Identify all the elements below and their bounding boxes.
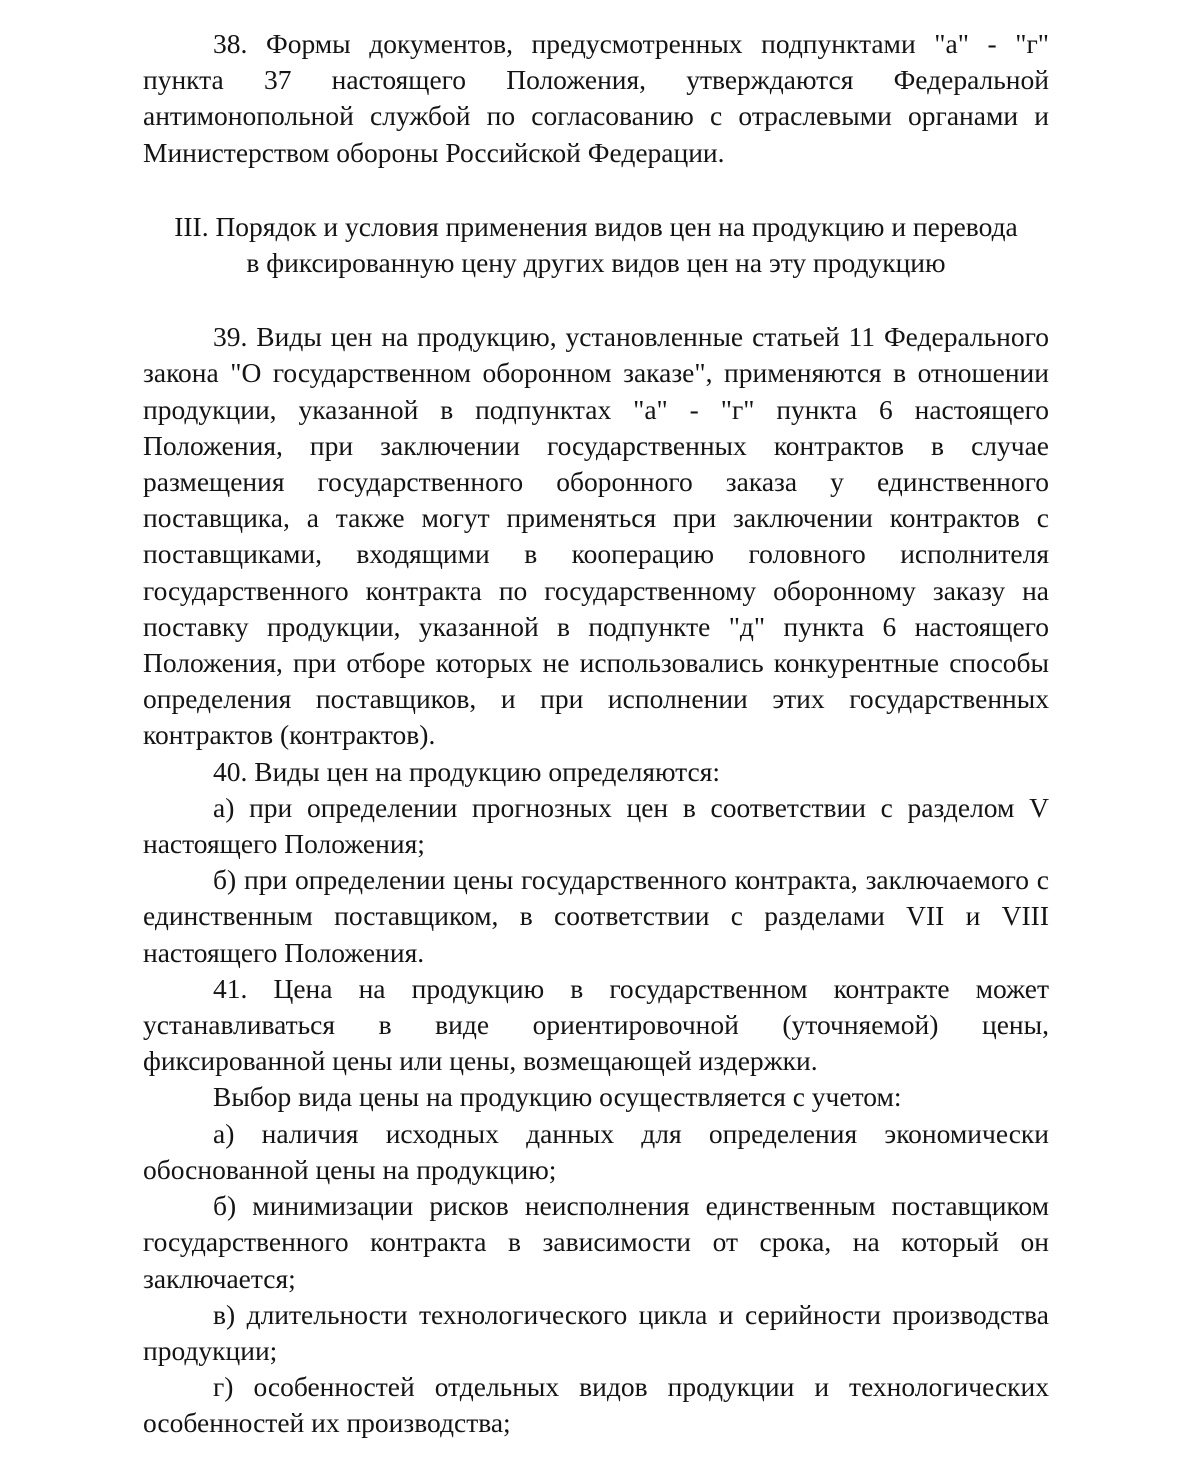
paragraph-41-d: г) особенностей отдельных видов продукции и технологических особенностей их производства; <box>143 1371 1049 1439</box>
section-heading-line-2: в фиксированную цену других видов цен на эту продукцию <box>246 247 946 279</box>
section-heading-line-1: III. Порядок и условия применения видов цен на продукцию и перевода <box>174 210 1018 242</box>
paragraph-41-c: в) длительности технологического цикла и серийности производства продукции; <box>143 1298 1049 1366</box>
paragraph-41-a: а) наличия исходных данных для определения экономически обоснованной цены на продукцию; <box>143 1117 1049 1185</box>
paragraph-39: 39. Виды цен на продукцию, установленные статьей 11 Федерального закона "О государственном оборонном заказе", применяются в отношении продукции, указанной в подпунктах "а" - "г" пункта 6 настоящего Положения, при заключении государственных контрактов в случае размещения государственного оборонного заказа у единственного поставщика, а также могут применяться при заключении контрактов с поставщиками, входящими в кооперацию головного исполнителя государственного контракта по государственному оборонному заказу на поставку продукции, указанной в подпункте "д" пункта 6 настоящего Положения, при отборе которых не использовались конкурентные способы определения поставщиков, и при исполнении этих государственных контрактов (контрактов). <box>143 321 1049 751</box>
paragraph-40: 40. Виды цен на продукцию определяются: <box>213 755 721 787</box>
paragraph-40-b: б) при определении цены государственного контракта, заключаемого с единственным поставщиком, в соответствии с разделами VII и VIII настоящего Положения. <box>143 864 1049 968</box>
document-body <box>143 26 1049 1442</box>
section-heading <box>143 209 1049 281</box>
paragraph-40-a: а) при определении прогнозных цен в соответствии с разделом V настоящего Положения; <box>143 791 1049 860</box>
paragraph-41-intro: Выбор вида цены на продукцию осуществляется с учетом: <box>213 1081 902 1113</box>
paragraph-41: 41. Цена на продукцию в государственном контракте может устанавливаться в виде ориентировочной (уточняемой) цены, фиксированной цены или цены, возмещающей издержки. <box>143 972 1049 1077</box>
paragraph-38: 38. Формы документов, предусмотренных подпунктами "а" - "г" пункта 37 настоящего Положения, утверждаются Федеральной антимонопольной службой по согласованию с отраслевыми органами и Министерством обороны Российской Федерации. <box>143 28 1049 168</box>
paragraph-41-b: б) минимизации рисков неисполнения единственным поставщиком государственного контракта в зависимости от срока, на который он заключается; <box>143 1190 1049 1294</box>
